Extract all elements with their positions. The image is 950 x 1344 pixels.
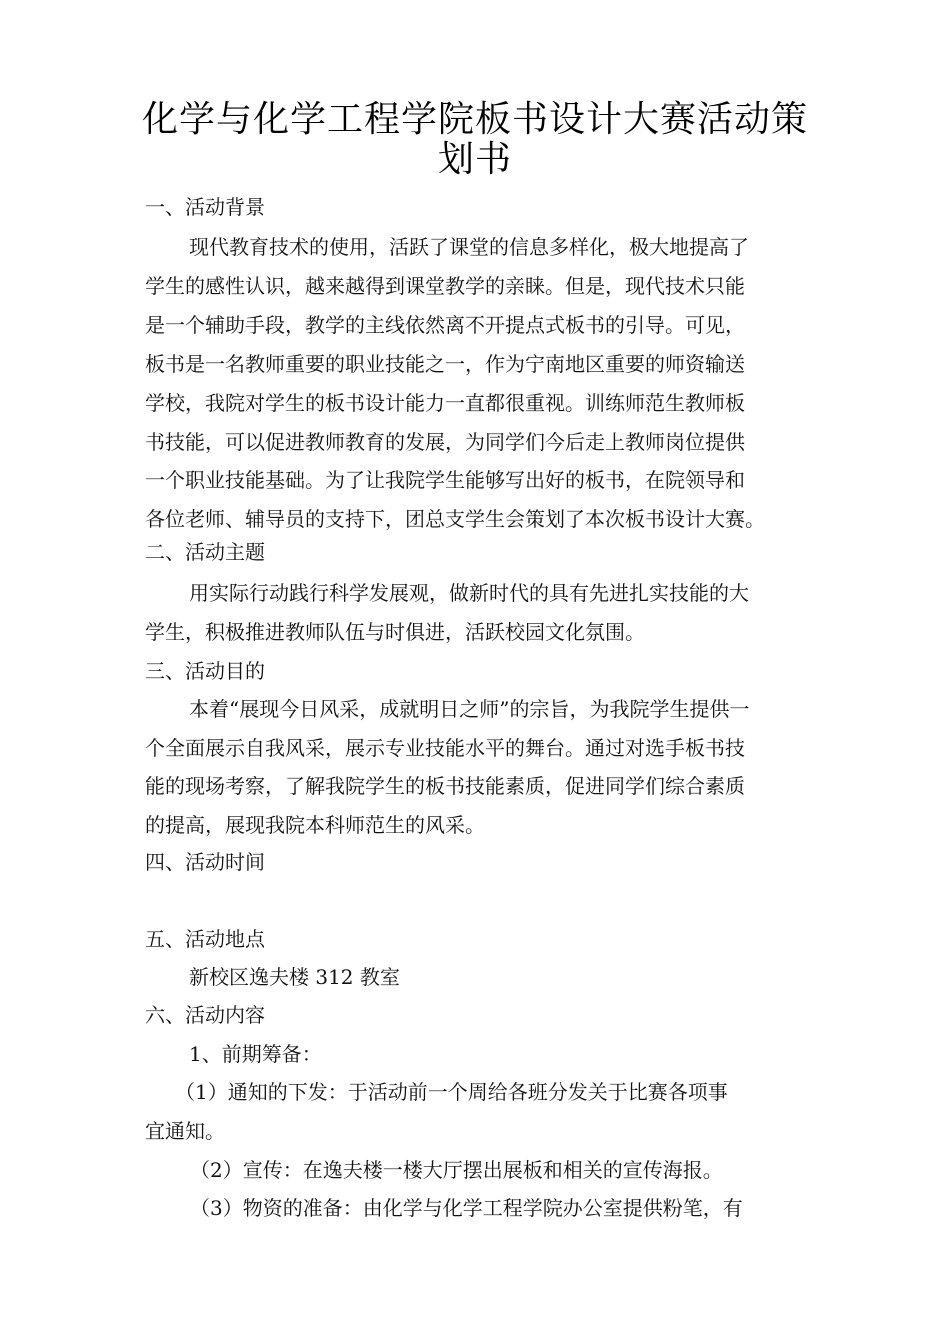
background-paragraph-line: 是一个辅助手段，教学的主线依然离不开提点式板书的引导。可见，	[145, 313, 745, 337]
section-heading-location: 五、活动地点	[145, 927, 265, 951]
background-paragraph-line: 各位老师、辅导员的支持下，团总支学生会策划了本次板书设计大赛。	[145, 507, 765, 531]
background-paragraph-line: 现代教育技术的使用，活跃了课堂的信息多样化，极大地提高了	[189, 235, 749, 259]
purpose-paragraph-line: 本着“展现今日风采，成就明日之师”的宗旨，为我院学生提供一	[189, 697, 750, 721]
section-heading-time: 四、活动时间	[145, 850, 265, 874]
purpose-paragraph-line: 能的现场考察，了解我院学生的板书技能素质，促进同学们综合素质	[145, 774, 745, 798]
theme-paragraph-line: 学生，积极推进教师队伍与时俱进，活跃校园文化氛围。	[145, 620, 645, 644]
document-title-line-1: 化学与化学工程学院板书设计大赛活动策	[141, 99, 808, 140]
background-paragraph-line: 学生的感性认识，越来越得到课堂教学的亲睐。但是，现代技术只能	[145, 274, 745, 298]
purpose-paragraph-line: 的提高，展现我院本科师范生的风采。	[145, 813, 485, 837]
document-title-line-2: 划书	[437, 139, 512, 180]
content-item-line: 宜通知。	[145, 1119, 225, 1143]
background-paragraph-line: 板书是一名教师重要的职业技能之一，作为宁南地区重要的师资输送	[145, 352, 745, 376]
location-value: 新校区逸夫楼 312 教室	[189, 965, 400, 989]
section-heading-content: 六、活动内容	[145, 1003, 265, 1027]
section-heading-theme: 二、活动主题	[145, 540, 265, 564]
content-subheading: 1、前期筹备：	[189, 1042, 322, 1066]
background-paragraph-line: 一个职业技能基础。为了让我院学生能够写出好的板书，在院领导和	[145, 468, 745, 492]
content-item-line: （1）通知的下发：于活动前一个周给各班分发关于比赛各项事	[175, 1080, 728, 1104]
theme-paragraph-line: 用实际行动践行科学发展观，做新时代的具有先进扎实技能的大	[189, 581, 749, 605]
content-item-line: （3）物资的准备：由化学与化学工程学院办公室提供粉笔，有	[190, 1196, 743, 1220]
background-paragraph-line: 学校，我院对学生的板书设计能力一直都很重视。训练师范生教师板	[145, 391, 745, 415]
content-item-line: （2）宣传：在逸夫楼一楼大厅摆出展板和相关的宣传海报。	[190, 1158, 723, 1182]
section-heading-background: 一、活动背景	[145, 195, 265, 219]
background-paragraph-line: 书技能，可以促进教师教育的发展，为同学们今后走上教师岗位提供	[145, 430, 745, 454]
section-heading-purpose: 三、活动目的	[145, 659, 265, 683]
purpose-paragraph-line: 个全面展示自我风采，展示专业技能水平的舞台。通过对选手板书技	[145, 736, 745, 760]
